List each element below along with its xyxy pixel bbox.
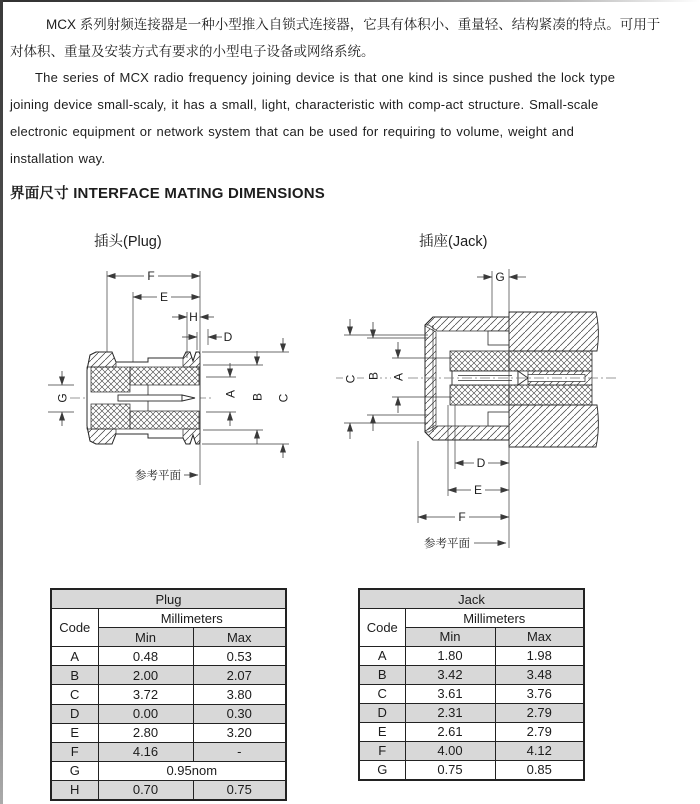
intro-en-line: electronic equipment or network system that can be used for requiring to volume, weight and bbox=[10, 124, 575, 139]
plug-dim-d-label bbox=[224, 330, 233, 344]
table-row bbox=[359, 684, 584, 703]
code-cell: F bbox=[51, 742, 98, 761]
jack-dim-b-label bbox=[366, 368, 381, 384]
max-cell: 2.79 bbox=[495, 722, 584, 741]
code-cell: C bbox=[51, 685, 98, 704]
max-cell: 3.48 bbox=[495, 665, 584, 684]
min-header-cell: Min bbox=[405, 628, 495, 647]
jack-dim-e-label bbox=[471, 483, 485, 497]
svg-text:A: A bbox=[223, 389, 238, 399]
plug-dim-a-label bbox=[223, 386, 238, 402]
code-cell: D bbox=[51, 704, 98, 723]
scan-edge-artifact-top bbox=[0, 0, 700, 2]
svg-text:A: A bbox=[391, 372, 406, 382]
table-row bbox=[51, 589, 286, 609]
table-row bbox=[359, 703, 584, 722]
table-row bbox=[359, 646, 584, 665]
table-row bbox=[359, 589, 584, 609]
jack-dim-f-label bbox=[455, 510, 469, 524]
plug-table-title: Plug bbox=[51, 589, 286, 609]
intro-paragraph-cn bbox=[10, 11, 694, 65]
max-cell: 3.80 bbox=[193, 685, 286, 704]
min-cell: 0.00 bbox=[98, 704, 193, 723]
table-row bbox=[51, 609, 286, 628]
max-header-cell: Max bbox=[495, 628, 584, 647]
table-row bbox=[51, 742, 286, 761]
svg-text:B: B bbox=[366, 371, 381, 381]
max-cell: 4.12 bbox=[495, 741, 584, 760]
intro-cn-line: 对体积、重量及安装方式有要求的小型电子设备或网络系统。 bbox=[10, 44, 375, 59]
max-cell: 3.76 bbox=[495, 684, 584, 703]
svg-text:F: F bbox=[458, 510, 466, 524]
section-heading-en: INTERFACE MATING DIMENSIONS bbox=[73, 185, 325, 202]
svg-text:G: G bbox=[495, 270, 505, 284]
jack-dimensions-table bbox=[358, 588, 585, 781]
unit-header-cell: Millimeters bbox=[98, 609, 286, 628]
code-cell: E bbox=[51, 723, 98, 742]
svg-text:C: C bbox=[276, 393, 291, 403]
table-row bbox=[359, 741, 584, 760]
plug-dim-e-label bbox=[157, 290, 171, 304]
min-cell: 0.75 bbox=[405, 760, 495, 780]
code-cell: A bbox=[359, 646, 405, 665]
table-row bbox=[51, 780, 286, 800]
plug-dim-b-label bbox=[250, 389, 265, 405]
code-cell: A bbox=[51, 647, 98, 666]
min-cell: 2.31 bbox=[405, 703, 495, 722]
min-cell: 4.00 bbox=[405, 741, 495, 760]
plug-ref-plane-label: 参考平面 bbox=[135, 470, 181, 482]
svg-text:G: G bbox=[55, 393, 70, 403]
min-cell: 4.16 bbox=[98, 742, 193, 761]
max-cell: 2.79 bbox=[495, 703, 584, 722]
plug-dim-f-label bbox=[144, 269, 158, 283]
code-cell: C bbox=[359, 684, 405, 703]
code-header-cell: Code bbox=[51, 609, 98, 647]
section-heading-cn: 界面尺寸 bbox=[10, 186, 69, 202]
max-cell: 0.85 bbox=[495, 760, 584, 780]
table-row bbox=[51, 723, 286, 742]
jack-figure-title: 插座(Jack) bbox=[419, 234, 488, 250]
jack-dim-c-label bbox=[343, 371, 358, 387]
code-cell: B bbox=[51, 666, 98, 685]
code-cell: B bbox=[359, 665, 405, 684]
svg-text:B: B bbox=[250, 392, 265, 402]
code-cell: H bbox=[51, 780, 98, 800]
min-cell: 0.48 bbox=[98, 647, 193, 666]
table-row bbox=[359, 665, 584, 684]
code-cell: D bbox=[359, 703, 405, 722]
plug-dim-h-label bbox=[188, 310, 199, 324]
max-header-cell: Max bbox=[193, 628, 286, 647]
code-cell: F bbox=[359, 741, 405, 760]
jack-dim-a-label bbox=[391, 369, 406, 385]
table-row bbox=[359, 760, 584, 780]
svg-text:H: H bbox=[189, 310, 198, 324]
plug-dim-c-label bbox=[276, 390, 291, 406]
svg-text:D: D bbox=[476, 456, 486, 470]
table-row bbox=[51, 647, 286, 666]
jack-dim-d-label bbox=[474, 456, 488, 470]
intro-cn-line: MCX 系列射频连接器是一种小型推入自锁式连接器，它具有体积小、重量轻、结构紧凑的特点。可用于 bbox=[46, 17, 661, 32]
code-header-cell: Code bbox=[359, 609, 405, 647]
min-cell: 1.80 bbox=[405, 646, 495, 665]
table-row bbox=[51, 685, 286, 704]
max-cell: - bbox=[193, 742, 286, 761]
min-header-cell: Min bbox=[98, 628, 193, 647]
min-cell: 2.61 bbox=[405, 722, 495, 741]
plug-dim-g-label bbox=[55, 390, 70, 406]
plug-figure-title: 插头(Plug) bbox=[94, 234, 162, 250]
plug-drawing bbox=[70, 352, 212, 444]
min-cell: 2.80 bbox=[98, 723, 193, 742]
intro-paragraph-en bbox=[10, 64, 694, 172]
intro-en-line: The series of MCX radio frequency joining device is that one kind is since pushed the lock type bbox=[35, 70, 616, 85]
table-row bbox=[359, 722, 584, 741]
code-cell: G bbox=[359, 760, 405, 780]
table-row bbox=[51, 761, 286, 780]
max-cell: 0.53 bbox=[193, 647, 286, 666]
table-row bbox=[51, 666, 286, 685]
code-cell: E bbox=[359, 722, 405, 741]
section-heading bbox=[10, 182, 325, 203]
svg-text:F: F bbox=[147, 269, 155, 283]
intro-en-line: joining device small-scaly, it has a small, light, characteristic with comp-act structure. Small-scale bbox=[10, 97, 599, 112]
min-cell: 3.61 bbox=[405, 684, 495, 703]
svg-text:E: E bbox=[159, 290, 169, 304]
max-cell: 1.98 bbox=[495, 646, 584, 665]
svg-text:D: D bbox=[223, 330, 233, 344]
min-cell: 3.72 bbox=[98, 685, 193, 704]
min-cell: 0.70 bbox=[98, 780, 193, 800]
jack-dim-g-label bbox=[494, 270, 506, 284]
code-cell: G bbox=[51, 761, 98, 780]
svg-text:E: E bbox=[473, 483, 483, 497]
plug-dimensions-table bbox=[50, 588, 287, 801]
table-row bbox=[359, 609, 584, 628]
jack-table-title: Jack bbox=[359, 589, 584, 609]
intro-en-line: installation way. bbox=[10, 151, 106, 166]
svg-text:C: C bbox=[343, 374, 358, 384]
max-cell: 0.30 bbox=[193, 704, 286, 723]
min-cell: 2.00 bbox=[98, 666, 193, 685]
interface-mating-dimensions-diagram bbox=[0, 255, 700, 587]
unit-header-cell: Millimeters bbox=[405, 609, 584, 628]
max-cell: 2.07 bbox=[193, 666, 286, 685]
max-cell: 0.75 bbox=[193, 780, 286, 800]
nominal-cell: 0.95nom bbox=[98, 761, 286, 780]
min-cell: 3.42 bbox=[405, 665, 495, 684]
table-row bbox=[51, 704, 286, 723]
jack-ref-plane-label: 参考平面 bbox=[424, 538, 470, 550]
max-cell: 3.20 bbox=[193, 723, 286, 742]
